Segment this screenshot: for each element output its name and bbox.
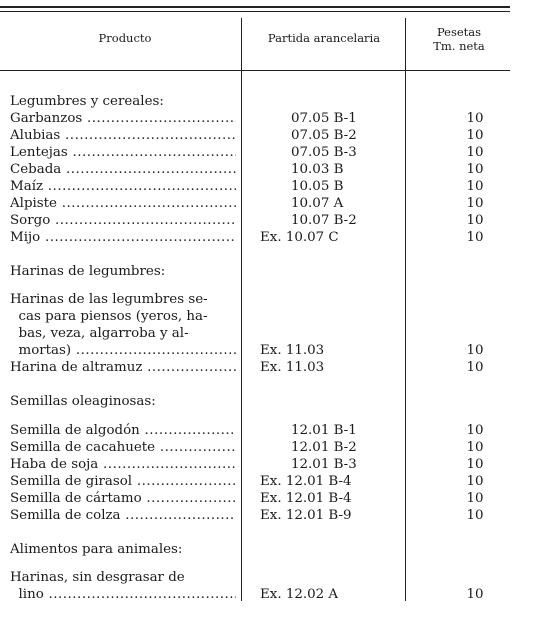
section-heading: Legumbres y cereales:	[10, 94, 164, 109]
product-name: Alubias .....	[10, 128, 236, 144]
partida-arancelaria: Ex. 10.07 C	[260, 230, 339, 245]
partida-arancelaria: 12.01 B-3	[291, 457, 357, 472]
product-name: Mijo .....	[10, 230, 236, 246]
pesetas-value: 10	[466, 343, 484, 358]
top-rule-thick	[0, 6, 510, 8]
section-heading: Harinas de legumbres:	[10, 264, 166, 279]
product-name: Garbanzos .....	[10, 111, 236, 127]
pesetas-value: 10	[466, 230, 484, 245]
product-name: bas, veza, algarroba y al-	[10, 326, 189, 341]
product-name: Haba de soja .....	[10, 457, 236, 473]
partida-arancelaria: 07.05 B-1	[291, 111, 357, 126]
header-pesetas: Pesetas	[436, 25, 482, 39]
product-name: Semilla de girasol .....	[10, 474, 236, 490]
product-name: Cebada .....	[10, 162, 236, 178]
header-tm-neta: Tm. neta	[433, 39, 485, 53]
partida-arancelaria: 07.05 B-2	[291, 128, 357, 143]
pesetas-value: 10	[466, 196, 484, 211]
product-name: Harinas de las legumbres se-	[10, 292, 208, 307]
header-partida: Partida arancelaria	[267, 31, 381, 45]
pesetas-value: 10	[466, 423, 484, 438]
partida-arancelaria: Ex. 12.01 B-4	[260, 491, 352, 506]
partida-arancelaria: 12.01 B-1	[291, 423, 357, 438]
pesetas-value: 10	[466, 145, 484, 160]
product-name: Harina de altramuz .....	[10, 360, 236, 376]
product-name: Sorgo .....	[10, 213, 236, 229]
product-name: cas para piensos (yeros, ha-	[10, 309, 208, 324]
partida-arancelaria: Ex. 12.01 B-9	[260, 508, 352, 523]
pesetas-value: 10	[466, 457, 484, 472]
pesetas-value: 10	[466, 213, 484, 228]
partida-arancelaria: Ex. 11.03	[260, 360, 325, 375]
pesetas-value: 10	[466, 179, 484, 194]
product-name: Lentejas .....	[10, 145, 236, 161]
pesetas-value: 10	[466, 491, 484, 506]
product-name: Alpiste .....	[10, 196, 236, 212]
product-name: lino .....	[10, 587, 236, 603]
pesetas-value: 10	[466, 440, 484, 455]
pesetas-value: 10	[466, 474, 484, 489]
section-heading: Semillas oleaginosas:	[10, 394, 156, 409]
pesetas-value: 10	[466, 162, 484, 177]
partida-arancelaria: 12.01 B-2	[291, 440, 357, 455]
partida-arancelaria: 10.07 B-2	[291, 213, 357, 228]
column-divider-2	[405, 18, 406, 601]
partida-arancelaria: 10.05 B	[291, 179, 344, 194]
partida-arancelaria: Ex. 12.02 A	[260, 587, 339, 602]
partida-arancelaria: 10.03 B	[291, 162, 344, 177]
product-name: mortas) .....	[10, 343, 236, 359]
product-name: Maíz .....	[10, 179, 236, 195]
product-name: Semilla de cártamo .....	[10, 491, 236, 507]
partida-arancelaria: 10.07 A	[291, 196, 344, 211]
section-heading: Alimentos para animales:	[10, 542, 183, 557]
pesetas-value: 10	[466, 111, 484, 126]
product-name: Semilla de cacahuete .....	[10, 440, 236, 456]
pesetas-value: 10	[466, 587, 484, 602]
product-name: Harinas, sin desgrasar de	[10, 570, 185, 585]
pesetas-value: 10	[466, 360, 484, 375]
partida-arancelaria: Ex. 12.01 B-4	[260, 474, 352, 489]
product-name: Semilla de algodón .....	[10, 423, 236, 439]
pesetas-value: 10	[466, 508, 484, 523]
column-divider-1	[241, 18, 242, 601]
header-producto: Producto	[98, 31, 152, 45]
partida-arancelaria: 07.05 B-3	[291, 145, 357, 160]
top-rule-thin	[0, 11, 510, 12]
pesetas-value: 10	[466, 128, 484, 143]
product-name: Semilla de colza .....	[10, 508, 236, 524]
header-bottom-rule	[0, 70, 510, 71]
partida-arancelaria: Ex. 11.03	[260, 343, 325, 358]
